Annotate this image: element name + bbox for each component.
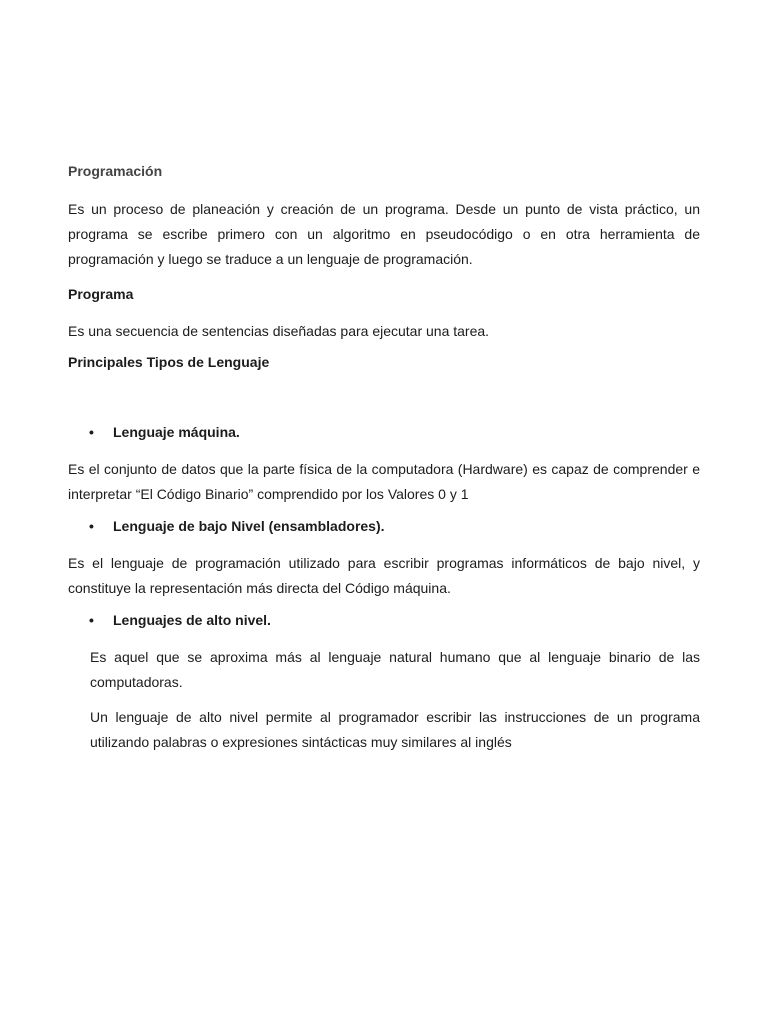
document-body xyxy=(68,162,700,755)
paragraph-programacion: Es un proceso de planeación y creación de un programa. Desde un punto de vista práctico, un programa se escribe primero con un algoritmo en pseudocódigo o en otra herramienta de programación y luego se traduce a un lenguaje de programación. xyxy=(68,201,700,267)
bullet-dot: • xyxy=(89,424,94,440)
bullet-dot: • xyxy=(89,612,94,628)
bullet-lenguaje-bajo-nivel xyxy=(68,517,700,535)
bullet-lenguajes-alto-nivel xyxy=(68,611,700,629)
bullet-lenguaje-maquina xyxy=(68,423,700,441)
bullet-dot: • xyxy=(89,518,94,534)
paragraph-lenguajes-alto-nivel-2: Un lenguaje de alto nivel permite al programador escribir las instrucciones de un programa utilizando palabras o expresiones sintácticas muy similares al inglés xyxy=(90,709,700,750)
paragraph-lenguajes-alto-nivel: Es aquel que se aproxima más al lenguaje natural humano que al lenguaje binario de las computadoras. xyxy=(90,649,700,690)
bullet-title: Lenguaje máquina. xyxy=(113,424,240,440)
paragraph-programa: Es una secuencia de sentencias diseñadas para ejecutar una tarea. xyxy=(68,323,490,339)
bullet-title: Lenguajes de alto nivel. xyxy=(113,612,271,628)
heading-programa: Programa xyxy=(68,286,134,302)
heading-programacion: Programación xyxy=(68,163,163,179)
paragraph-lenguaje-bajo-nivel: Es el lenguaje de programación utilizado para escribir programas informáticos de bajo nivel, y constituye la representación más directa del Código máquina. xyxy=(68,555,700,596)
heading-tipos-lenguaje: Principales Tipos de Lenguaje xyxy=(68,354,270,370)
paragraph-lenguaje-maquina: Es el conjunto de datos que la parte física de la computadora (Hardware) es capaz de comprender e interpretar “El Código Binario” comprendido por los Valores 0 y 1 xyxy=(68,461,700,502)
bullet-title: Lenguaje de bajo Nivel (ensambladores). xyxy=(113,518,385,534)
